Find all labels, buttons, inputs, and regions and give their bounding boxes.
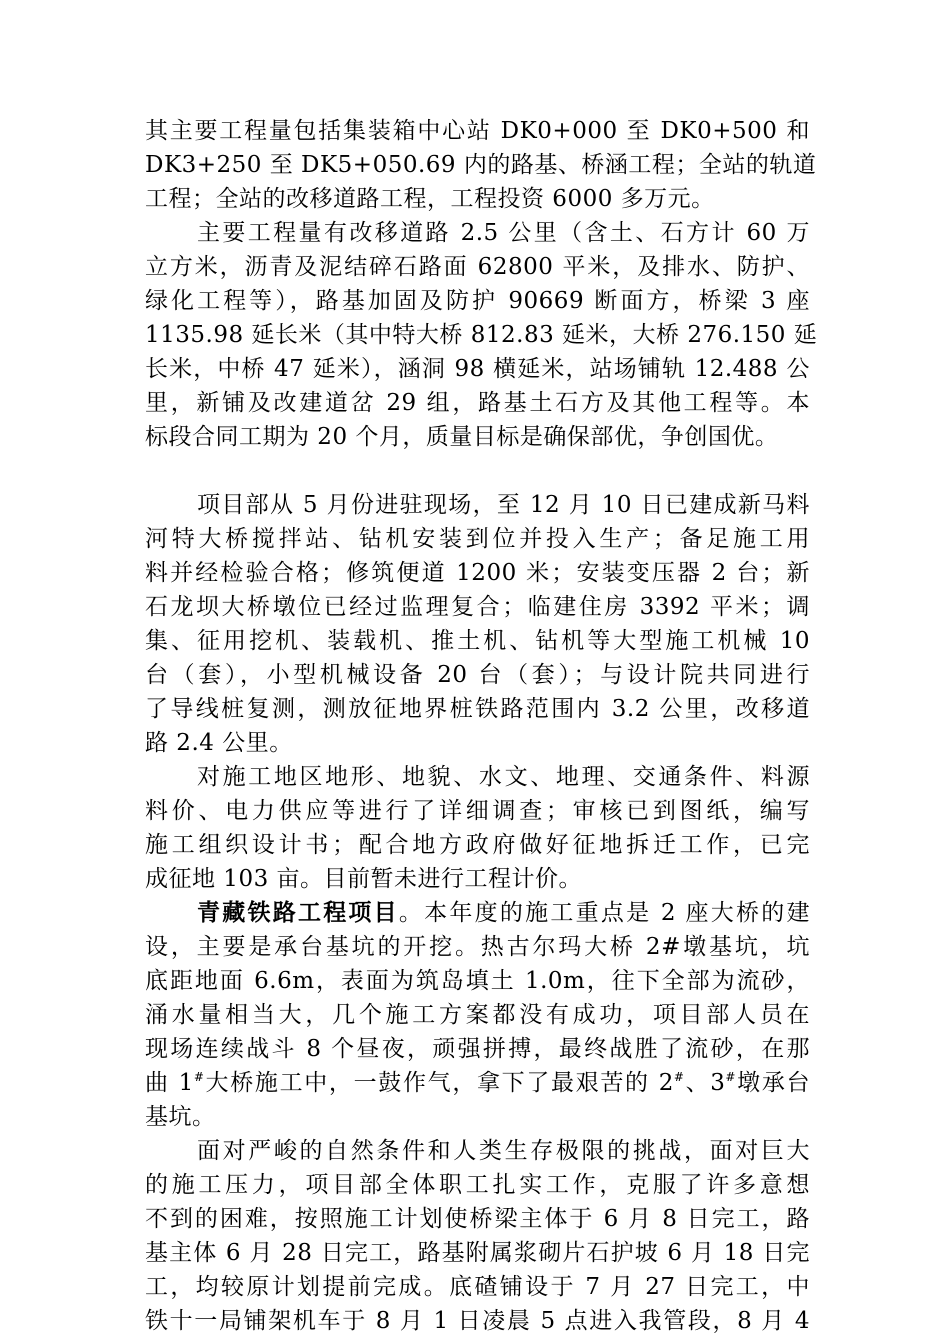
text-line: 料价、电力供应等进行了详细调查；审核已到图纸，编写	[145, 798, 810, 824]
text-line: 项目部从 5 月份进驻现场，至 12 月 10 日已建成新马料	[197, 492, 810, 518]
text-line: 主要工程量有改移道路 2.5 公里（含土、石方计 60 万	[197, 220, 810, 246]
text-line: 立方米，沥青及泥结碎石路面 62800 平米，及排水、防护、	[145, 254, 810, 280]
text-segment: 曲 1	[145, 1070, 194, 1096]
paragraph-1	[145, 114, 817, 216]
paragraph-2	[145, 216, 818, 454]
text-segment: 墩承台	[735, 1070, 811, 1096]
text-line: 现场连续战斗 8 个昼夜，顽强拼搏，最终战胜了流砂，在那	[145, 1036, 810, 1062]
text-line: 工程；全站的改移道路工程，工程投资 6000 多万元。	[145, 186, 715, 212]
text-line: 不到的困难，按照施工计划使桥梁主体于 6 月 8 日完工，路	[145, 1206, 810, 1232]
text-line: 其主要工程量包括集装箱中心站 DK0+000 至 DK0+500 和	[145, 118, 810, 144]
text-line: 涌水量相当大，几个施工方案都没有成功，项目部人员在	[145, 1002, 810, 1028]
text-line: 工，均较原计划提前完成。底碴铺设于 7 月 27 日完工，中	[145, 1274, 810, 1300]
text-line: 路 2.4 公里。	[145, 730, 293, 756]
paragraph-3	[145, 488, 810, 760]
text-line: 绿化工程等），路基加固及防护 90669 断面方，桥梁 3 座	[145, 288, 810, 314]
paragraph-5	[145, 896, 810, 1134]
text-line: 1135.98 延长米（其中特大桥 812.83 延米，大桥 276.150 延	[145, 322, 818, 348]
text-line: 铁十一局铺架机车于 8 月 1 日凌晨 5 点进入我管段，8 月 4	[145, 1308, 810, 1334]
text-line: 的施工压力，项目部全体职工扎实工作，克服了许多意想	[145, 1172, 810, 1198]
text-line: 底距地面 6.6m，表面为筑岛填土 1.0m，往下全部为流砂，	[145, 968, 810, 994]
text-line: DK3+250 至 DK5+050.69 内的路基、桥涵工程；全站的轨道	[145, 152, 817, 178]
text-segment: 、3	[684, 1070, 726, 1096]
number-sign: #	[725, 1070, 736, 1084]
section-heading: 青藏铁路工程项目	[197, 899, 399, 926]
number-sign: #	[673, 1070, 685, 1084]
text-segment: 大桥施工中，一鼓作气，拿下了最艰苦的 2	[204, 1070, 674, 1096]
text-line: 标段合同工期为 20 个月，质量目标是确保部优，争创国优。	[145, 424, 779, 450]
text-line	[145, 896, 810, 930]
blank-line	[145, 454, 810, 488]
text-line: 面对严峻的自然条件和人类生存极限的挑战，面对巨大	[197, 1138, 810, 1164]
number-sign: #	[193, 1070, 205, 1084]
text-line: 了导线桩复测，测放征地界桩铁路范围内 3.2 公里，改移道	[145, 696, 810, 722]
text-line: 长米，中桥 47 延米），涵洞 98 横延米，站场铺轨 12.488 公	[145, 356, 810, 382]
text-line: 里，新铺及改建道岔 29 组，路基土石方及其他工程等。本	[145, 390, 810, 416]
text-line: 集、征用挖机、装载机、推土机、钻机等大型施工机械 10	[145, 628, 810, 654]
text-line: 河特大桥搅拌站、钻机安装到位并投入生产；备足施工用	[145, 526, 810, 552]
text-line	[145, 1066, 810, 1100]
heading-continuation: 。本年度的施工重点是 2 座大桥的建	[398, 900, 811, 926]
text-line: 对施工地区地形、地貌、水文、地理、交通条件、料源	[197, 764, 810, 790]
text-line: 施工组织设计书；配合地方政府做好征地拆迁工作，已完	[145, 832, 810, 858]
paragraph-4	[145, 760, 810, 896]
text-line: 设，主要是承台基坑的开挖。热古尔玛大桥 2#墩基坑，坑	[145, 934, 810, 960]
text-line: 成征地 103 亩。目前暂未进行工程计价。	[145, 866, 583, 892]
paragraph-6	[145, 1134, 810, 1338]
document-body	[145, 114, 818, 1338]
text-line: 料并经检验合格；修筑便道 1200 米；安装变压器 2 台；新	[145, 560, 810, 586]
text-line: 基坑。	[145, 1104, 216, 1130]
text-line: 台（套），小型机械设备 20 台（套）；与设计院共同进行	[145, 662, 810, 688]
text-line: 石龙坝大桥墩位已经过监理复合；临建住房 3392 平米；调	[145, 594, 810, 620]
text-line: 基主体 6 月 28 日完工，路基附属浆砌片石护坡 6 月 18 日完	[145, 1240, 810, 1266]
